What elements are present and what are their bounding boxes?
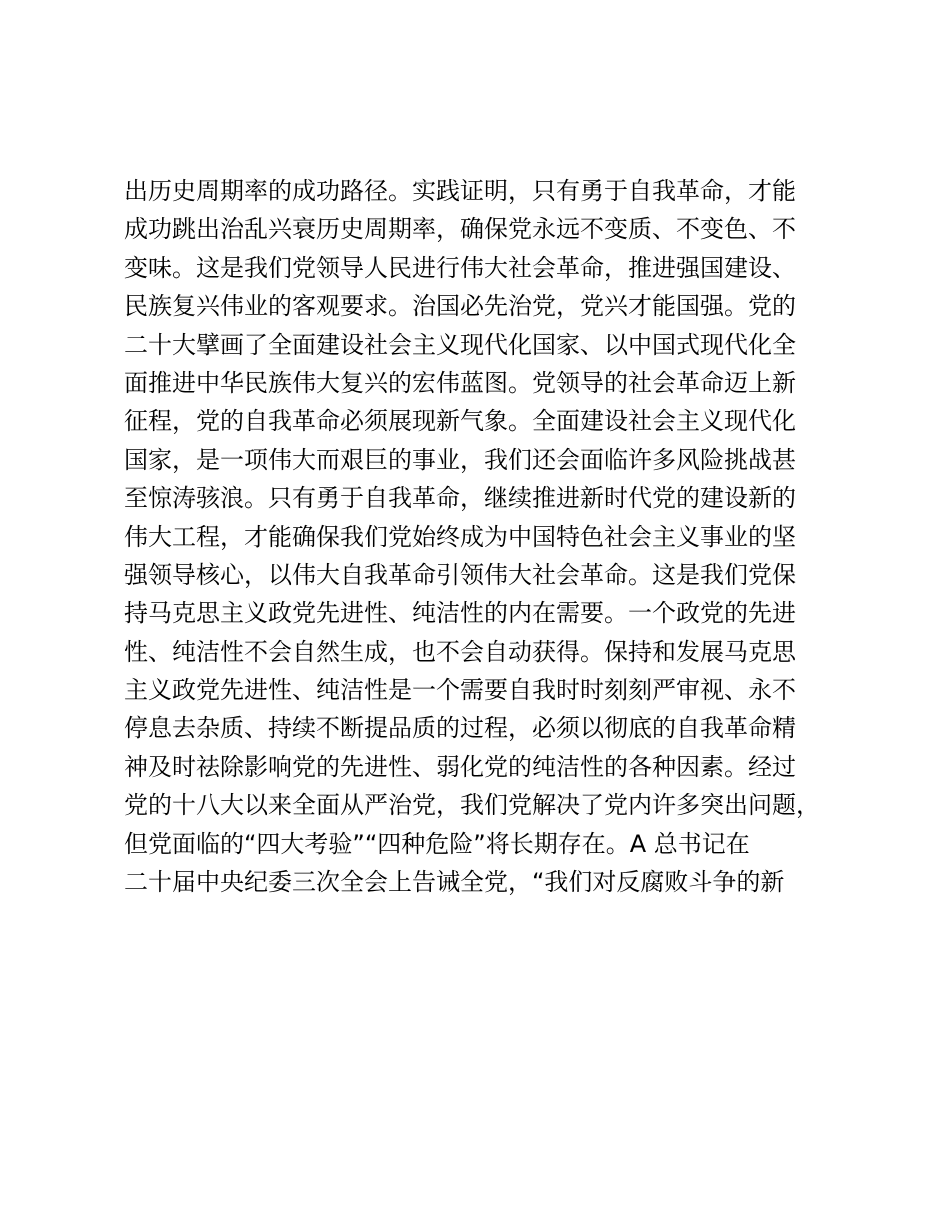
text-line: 持马克思主义政党先进性、纯洁性的内在需要。一个政党的先进	[124, 599, 796, 628]
text-line: 主义政党先进性、纯洁性是一个需要自我时时刻刻严审视、永不	[124, 676, 796, 705]
text-line: 停息去杂质、持续不断提品质的过程，必须以彻底的自我革命精	[124, 714, 796, 743]
text-line: 性、纯洁性不会自然生成，也不会自动获得。保持和发展马克思	[124, 637, 796, 666]
text-line: 至惊涛骇浪。只有勇于自我革命，继续推进新时代党的建设新的	[124, 484, 796, 513]
text-line: 但党面临的“四大考验”“四种危险”将长期存在。A 总书记在	[124, 829, 750, 858]
text-line: 国家，是一项伟大而艰巨的事业，我们还会面临许多风险挑战甚	[124, 445, 796, 474]
body-paragraph	[124, 172, 828, 901]
text-line: 二十届中央纪委三次全会上告诫全党，“我们对反腐败斗争的新	[124, 868, 785, 897]
text-line: 面推进中华民族伟大复兴的宏伟蓝图。党领导的社会革命迈上新	[124, 368, 796, 397]
text-line: 党的十八大以来全面从严治党，我们党解决了党内许多突出问题，	[124, 791, 820, 820]
text-line: 征程，党的自我革命必须展现新气象。全面建设社会主义现代化	[124, 407, 796, 436]
text-line: 强领导核心，以伟大自我革命引领伟大社会革命。这是我们党保	[124, 560, 796, 589]
text-line: 伟大工程，才能确保我们党始终成为中国特色社会主义事业的坚	[124, 522, 796, 551]
text-line: 神及时祛除影响党的先进性、弱化党的纯洁性的各种因素。经过	[124, 752, 796, 781]
text-line: 民族复兴伟业的客观要求。治国必先治党，党兴才能国强。党的	[124, 292, 796, 321]
text-line: 出历史周期率的成功路径。实践证明，只有勇于自我革命，才能	[124, 177, 796, 205]
text-line: 成功跳出治乱兴衰历史周期率，确保党永远不变质、不变色、不	[124, 215, 796, 244]
text-line: 变味。这是我们党领导人民进行伟大社会革命，推进强国建设、	[124, 253, 796, 282]
text-line: 二十大擘画了全面建设社会主义现代化国家、以中国式现代化全	[124, 330, 796, 359]
